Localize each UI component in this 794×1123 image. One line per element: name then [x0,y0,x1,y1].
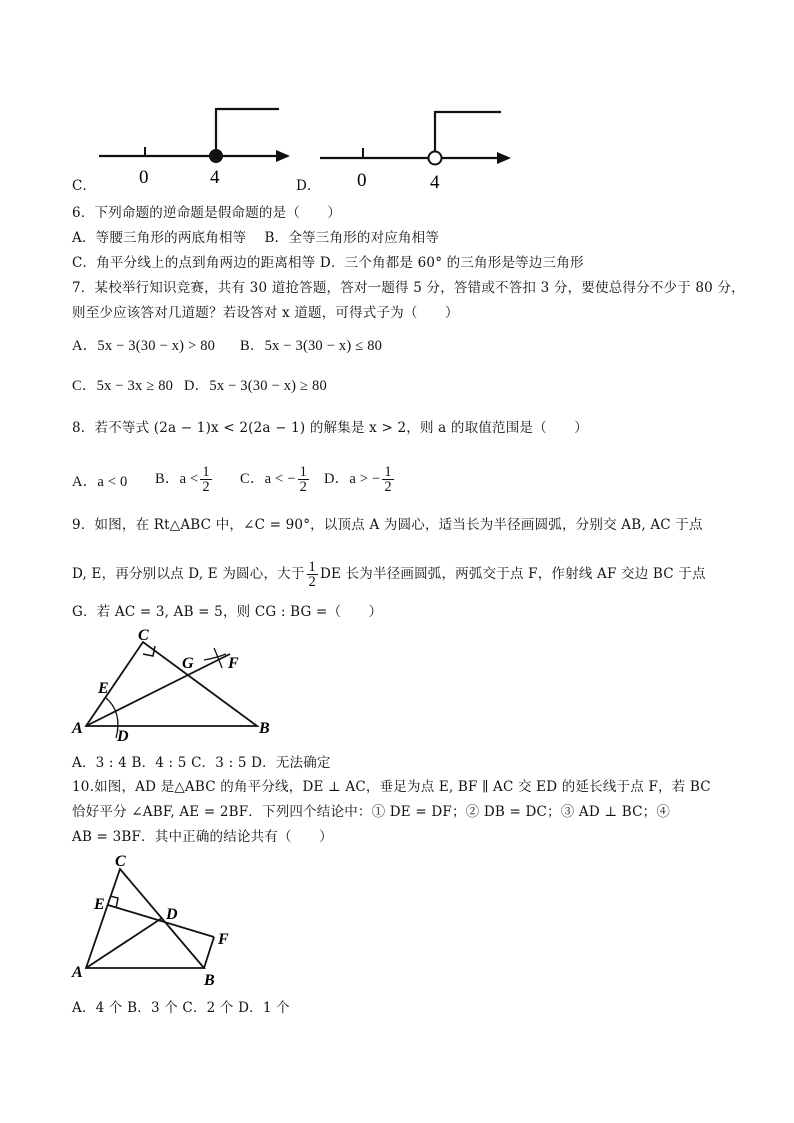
line-c-zero: 0 [139,167,149,188]
q9-options: A．3 : 4 B．4 : 5 C．3 : 5 D．无法确定 [72,755,331,771]
fraction-numerator: 1 [308,559,316,575]
q9-line2-part1: D, E，再分别以点 D, E 为圆心，大于 [72,566,305,582]
q10-options: A．4 个 B．3 个 C．2 个 D．1 个 [72,1000,290,1016]
line-c-four: 4 [210,167,220,188]
label-f: F [228,655,239,672]
q8-option-c-label: C．a < − [240,470,296,487]
label-f: F [218,931,229,948]
q6-options-line2: C．角平分线上的点到角两边的距离相等 D．三个角都是 60° 的三角形是等边三角形 [72,255,584,271]
q7-stem-line2: 则至少应该答对几道题？若设答对 x 道题，可得式子为（ ） [72,305,459,321]
q9-stem-line1: 9．如图，在 Rt△ABC 中，∠C = 90°，以顶点 A 为圆心，适当长为半径画圆弧，分别交 AB, AC 于点 [72,517,703,533]
label-e: E [94,896,105,913]
label-e: E [98,680,109,697]
q9-line2-part2: DE 长为半径画圆弧，两弧交于点 F，作射线 AF 交边 BC 于点 [320,566,706,582]
q10-stem-line1: 10.如图，AD 是△ABC 的角平分线，DE ⊥ AC，垂足为点 E, BF ∥ AC 交 ED 的延长线于点 F，若 BC [72,779,711,795]
label-a: A [72,964,83,981]
q8-option-b-label: B．a < [155,470,199,487]
fraction-denominator: 2 [384,479,392,495]
q10-stem-line2: 恰好平分 ∠ABF, AE = 2BF．下列四个结论中：① DE = DF；② DB = DC；③ AD ⊥ BC；④ [72,804,671,820]
label-a: A [72,720,83,737]
q7-option-a: A．5x − 3(30 − x) > 80 [72,338,216,354]
line-d-four: 4 [430,172,440,193]
q7-option-b: B．5x − 3(30 − x) ≤ 80 [240,338,383,354]
q7-stem-line1: 7．某校举行知识竞赛，共有 30 道抢答题，答对一题得 5 分，答错或不答扣 3 分，要使总得分不少于 80 分， [72,280,745,296]
q5-option-c-label: C． [72,178,97,194]
fraction-denominator: 2 [202,479,210,495]
q8-option-a: A．a < 0 [72,474,128,490]
label-d: D [166,906,178,923]
label-c: C [115,853,126,870]
fraction-denominator: 2 [299,479,308,495]
q7-option-c: C．5x − 3x ≥ 80 [72,378,174,394]
label-c: C [138,627,149,644]
q6-options-line1: A．等腰三角形的两底角相等 B．全等三角形的对应角相等 [72,230,440,246]
q6-stem: 6．下列命题的逆命题是假命题的是（ ） [72,205,342,221]
label-g: G [182,655,194,672]
q10-stem-line3: AB = 3BF．其中正确的结论共有（ ） [72,829,333,845]
q7-option-d: D．5x − 3(30 − x) ≥ 80 [184,378,327,394]
fraction-numerator: 1 [299,464,308,480]
label-b: B [259,720,270,737]
label-d: D [117,728,129,745]
q9-stem-line3: G．若 AC = 3, AB = 5，则 CG : BG =（ ） [72,604,383,620]
line-d-zero: 0 [357,170,367,191]
fraction-numerator: 1 [202,464,210,480]
q8-option-d-label: D．a > − [324,470,381,487]
q8-stem: 8．若不等式 (2a − 1)x < 2(2a − 1) 的解集是 x > 2，则 a 的取值范围是（ ） [72,420,588,436]
fraction-numerator: 1 [384,464,392,480]
fraction-denominator: 2 [308,574,316,590]
q5-option-d-label: D． [296,178,321,194]
label-b: B [204,972,215,989]
